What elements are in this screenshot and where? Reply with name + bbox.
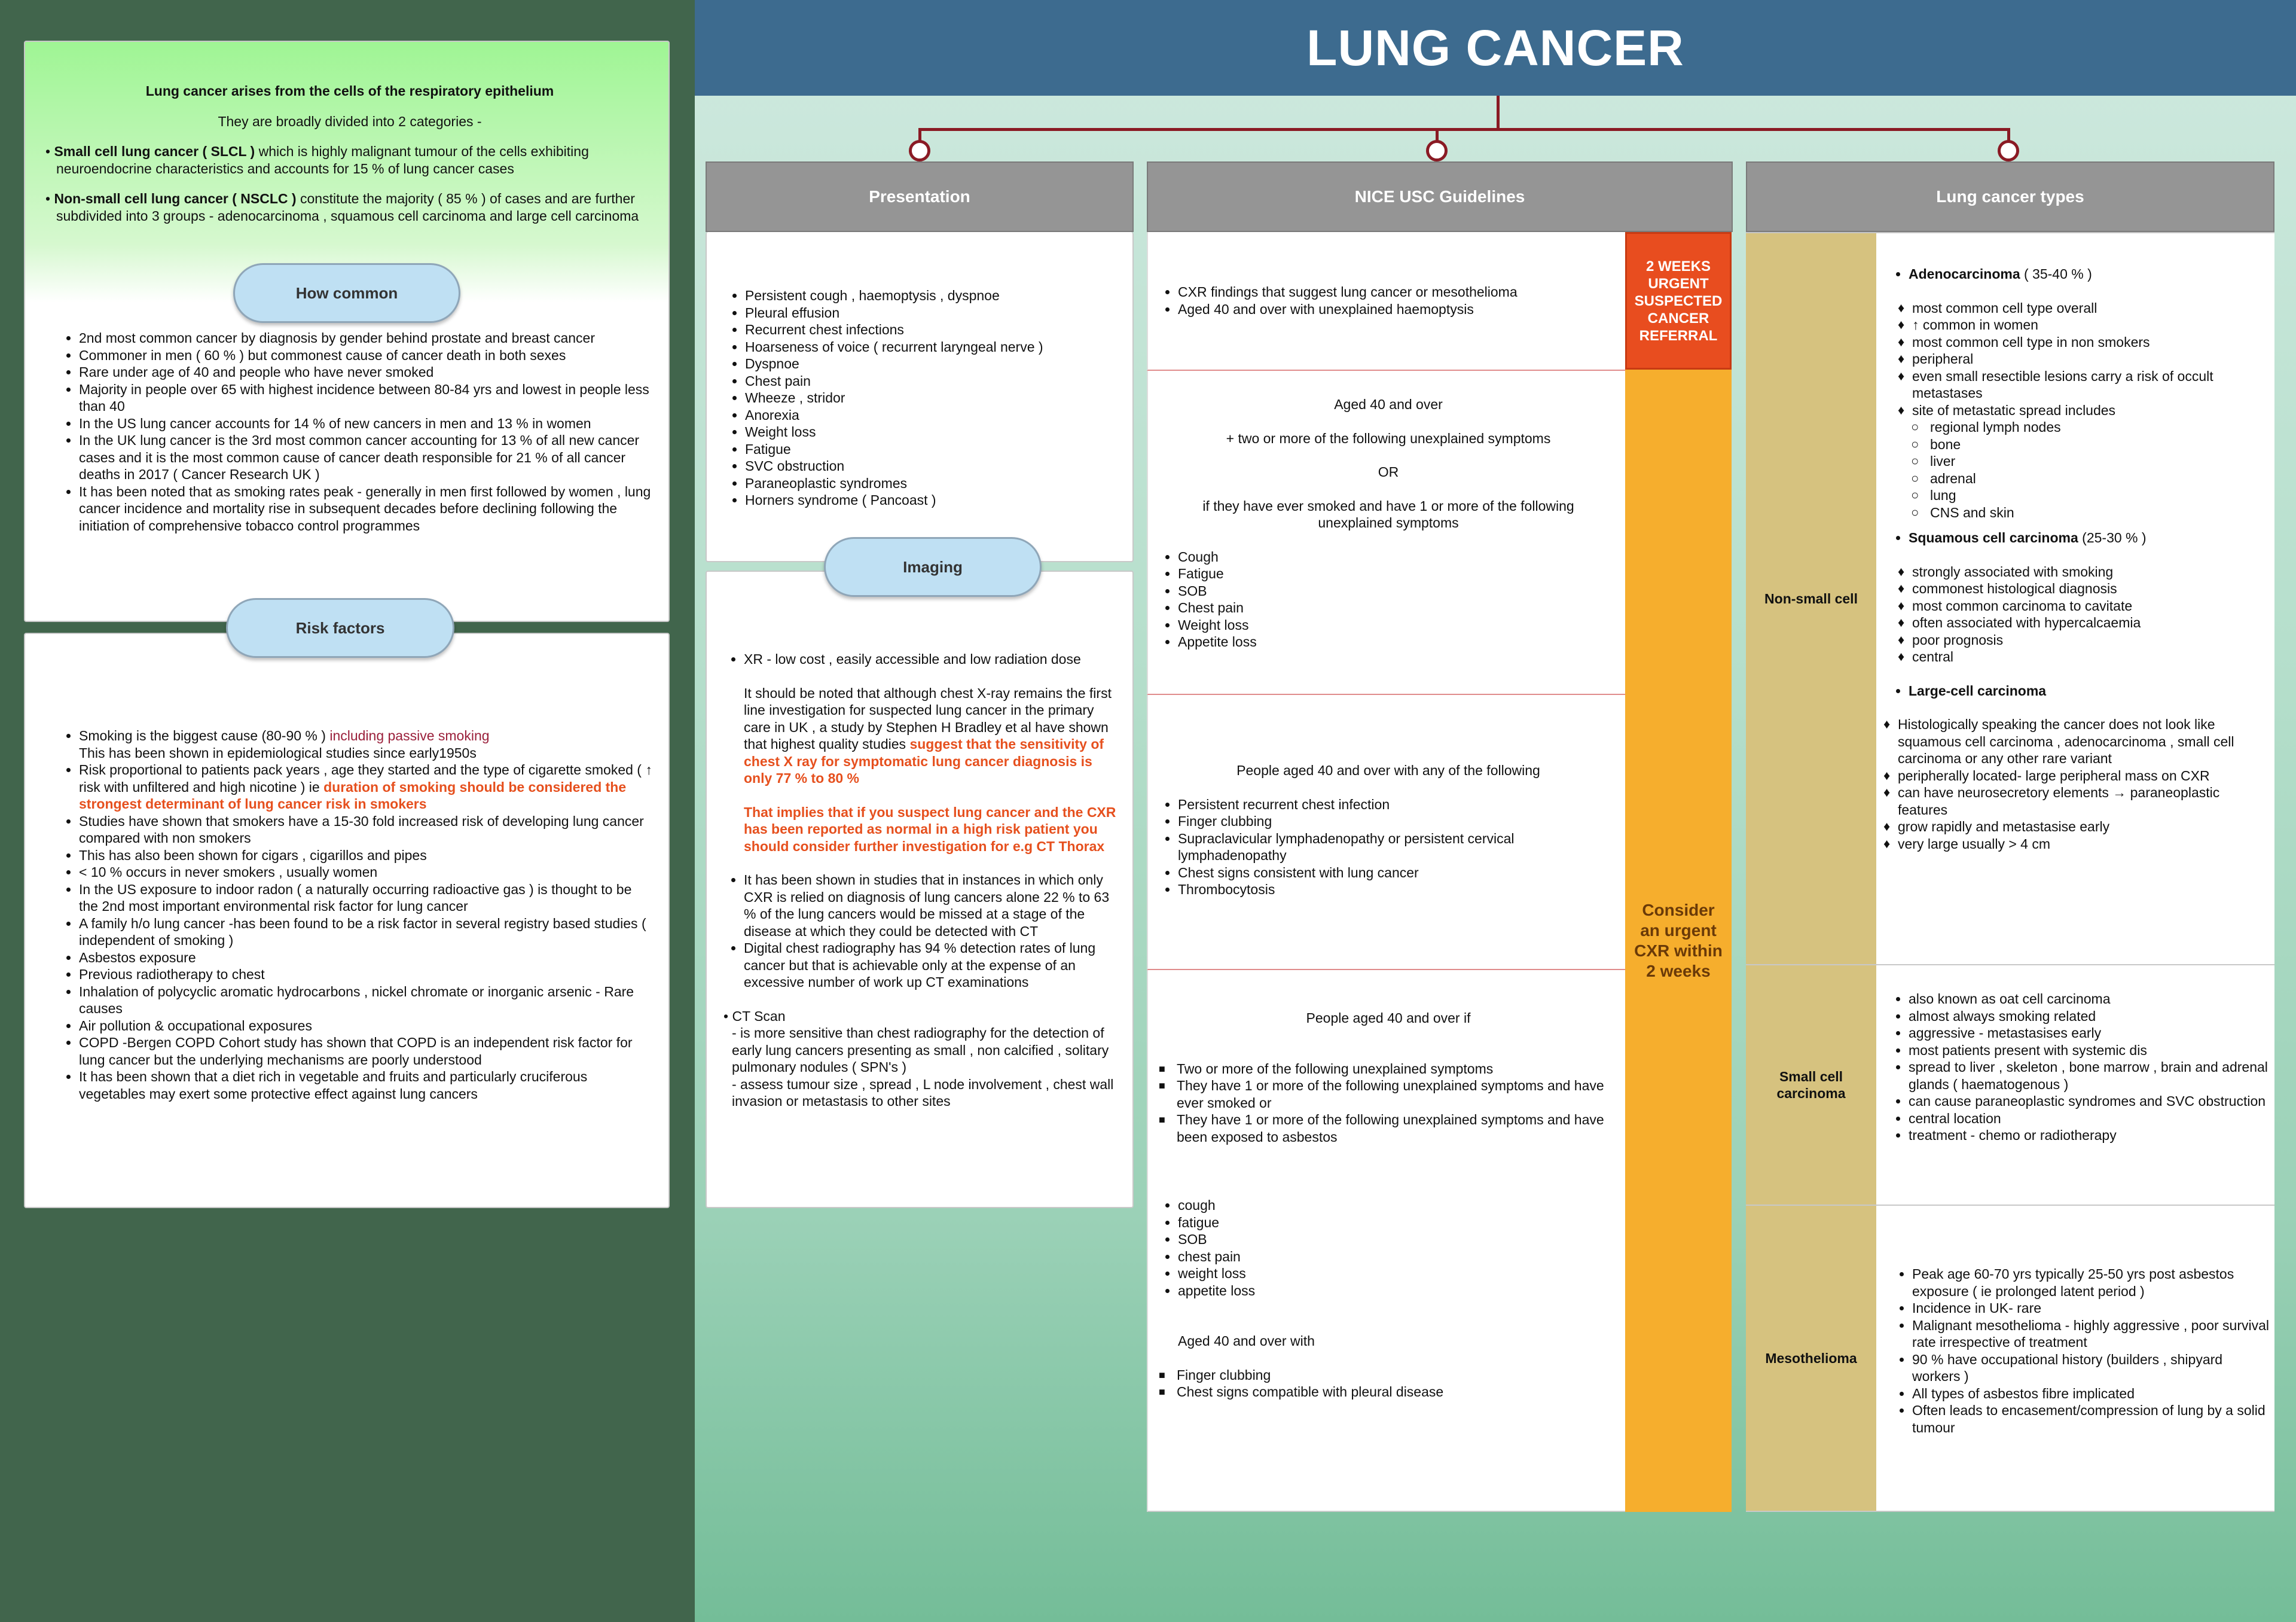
types-header: Lung cancer types xyxy=(1746,161,2274,232)
nice-row-2-l4: if they have ever smoked and have 1 or more of the following unexplained symptoms xyxy=(1202,498,1574,530)
ct-text-2: - assess tumour size , spread , L node involvement , chest wall invasion or metastasis to other sites xyxy=(732,1076,1114,1109)
list-item: ♦ strongly associated with smoking xyxy=(1912,563,2271,581)
list-item: ♦ most common cell type in non smokers xyxy=(1912,334,2271,351)
list-item: ■ They have 1 or more of the following unexplained symptoms and have ever smoked or xyxy=(1177,1077,1619,1111)
list-item: • Weight loss xyxy=(1178,617,1619,634)
list-item xyxy=(79,761,654,813)
small-cell-list xyxy=(1888,990,2271,1144)
connector-node-1 xyxy=(909,140,930,161)
list-item: • appetite loss xyxy=(1178,1282,1619,1300)
sclc-text: which is highly malignant tumour of the cells exhibiting neuroendocrine characteristics and accounts for 15 % of lung cancer cases xyxy=(56,144,589,176)
list-item: • SVC obstruction xyxy=(745,458,1126,475)
squamous-list xyxy=(1888,563,2271,666)
list-item: • chest pain xyxy=(1178,1248,1619,1266)
imaging-more-list xyxy=(719,871,1119,991)
adeno-title-text: Adenocarcinoma xyxy=(1909,266,2020,282)
sclc-label: Small cell lung cancer ( SLCL ) xyxy=(54,144,255,159)
nice-row-2-l3: OR xyxy=(1378,464,1399,480)
cxr-label: Consider an urgent CXR within 2 weeks xyxy=(1634,901,1723,980)
list-item: • SOB xyxy=(1178,583,1619,600)
list-item: • Digital chest radiography has 94 % detection rates of lung cancer but that is achievable only at the expense of an excessive number of work up CT examinations xyxy=(744,940,1119,991)
urgent-referral-label: 2 WEEKS URGENT SUSPECTED CANCER REFERRAL xyxy=(1634,258,1723,344)
list-item: • COPD -Bergen COPD Cohort study has shown that COPD is an independent risk factor for lung cancer but the underlying mechanisms are poorly understood xyxy=(79,1034,654,1068)
list-item: • aggressive - metastasises early xyxy=(1909,1025,2271,1042)
risk-factors-pill: Risk factors xyxy=(226,598,454,658)
nice-row-2-l2: + two or more of the following unexplained symptoms xyxy=(1226,430,1551,446)
list-item: • Asbestos exposure xyxy=(79,949,654,967)
adeno-list xyxy=(1888,300,2271,419)
squamous-pct: (25-30 % ) xyxy=(2078,530,2147,545)
list-item: • Often leads to encasement/compression of lung by a solid tumour xyxy=(1912,1402,2271,1436)
list-item: • This has also been shown for cigars , cigarillos and pipes xyxy=(79,847,654,864)
nice-row-4-conditions xyxy=(1158,1060,1619,1146)
list-item: ♦ most common carcinoma to cavitate xyxy=(1912,597,2271,615)
list-item: • 2nd most common cancer by diagnosis by gender behind prostate and breast cancer xyxy=(79,330,654,347)
mesothelioma-list xyxy=(1892,1266,2271,1436)
list-item: • 90 % have occupational history (builders , shipyard workers ) xyxy=(1912,1351,2271,1385)
xr-text: XR - low cost , easily accessible and low radiation dose xyxy=(744,651,1081,667)
list-item: • Studies have shown that smokers have a 15-30 fold increased risk of developing lung cancer compared with non smokers xyxy=(79,813,654,847)
list-item: • fatigue xyxy=(1178,1214,1619,1231)
list-item: • Persistent recurrent chest infection xyxy=(1178,796,1619,813)
nice-row-2-l1: Aged 40 and over xyxy=(1334,397,1443,412)
list-item: • Appetite loss xyxy=(1178,633,1619,651)
list-item: ♦ central xyxy=(1912,648,2271,666)
list-item: • also known as oat cell carcinoma xyxy=(1909,990,2271,1008)
list-item: • Chest pain xyxy=(1178,599,1619,617)
passive-smoking: including passive smoking xyxy=(329,728,490,743)
list-item: • Peak age 60-70 yrs typically 25-50 yrs post asbestos exposure ( ie prolonged latent period ) xyxy=(1912,1266,2271,1300)
connector-node-2 xyxy=(1426,140,1448,161)
list-item: • Chest signs consistent with lung cancer xyxy=(1178,864,1619,882)
list-item: • Fatigue xyxy=(1178,565,1619,583)
list-item: • Recurrent chest infections xyxy=(745,321,1126,339)
list-item: • treatment - chemo or radiotherapy xyxy=(1909,1127,2271,1144)
list-item: ♦ even small resectible lesions carry a risk of occult metastases xyxy=(1912,368,2271,402)
squamous-title xyxy=(1909,529,2271,547)
nice-row-4 xyxy=(1147,970,1625,1512)
connector-stem xyxy=(1497,96,1500,130)
list-item: • Previous radiotherapy to chest xyxy=(79,966,654,983)
intro-nsclc: • Non-small cell lung cancer ( NSCLC ) constitute the majority ( 85 % ) of cases and are further subdivided into 3 groups - adenocarcinoma , squamous cell carcinoma and large cell carcinoma xyxy=(45,191,639,224)
how-common-pill: How common xyxy=(233,263,460,323)
large-list xyxy=(1888,716,2271,852)
imaging-pill: Imaging xyxy=(824,537,1042,597)
list-item: • Rare under age of 40 and people who have never smoked xyxy=(79,364,654,381)
nice-row-3-l1: People aged 40 and over with any of the following xyxy=(1236,763,1540,778)
list-item: • Wheeze , stridor xyxy=(745,389,1126,407)
xr-implication: That implies that if you suspect lung cancer and the CXR has been reported as normal in a high risk patient you should consider further investigation for e.g CT Thorax xyxy=(744,804,1116,854)
presentation-card xyxy=(706,232,1134,562)
list-item: • It has been shown in studies that in instances in which only CXR is relied on diagnosis of lung cancers alone 22 % to 63 % of the lung cancers would be missed at a stage of the disease at which they could be detected with CT xyxy=(744,871,1119,940)
list-item: • CXR findings that suggest lung cancer or mesothelioma xyxy=(1178,283,1619,301)
list-item: ■ Chest signs compatible with pleural disease xyxy=(1177,1383,1619,1401)
large-title-text: Large-cell carcinoma xyxy=(1909,682,2047,699)
connector-node-3 xyxy=(1998,140,2019,161)
mesothelioma-details xyxy=(1876,1206,2274,1511)
intro-card xyxy=(24,41,670,622)
list-item: • Fatigue xyxy=(745,441,1126,458)
list-item: • Supraclavicular lymphadenopathy or persistent cervical lymphadenopathy xyxy=(1178,830,1619,864)
list-item: • Anorexia xyxy=(745,407,1126,424)
list-item: • cough xyxy=(1178,1197,1619,1214)
intro-sub: They are broadly divided into 2 categories - xyxy=(218,113,482,129)
list-item: • Horners syndrome ( Pancoast ) xyxy=(745,492,1126,509)
list-item: • spread to liver , skeleton , bone marrow , brain and adrenal glands ( haematogenous ) xyxy=(1909,1059,2271,1093)
squamous-title-list xyxy=(1888,529,2271,547)
list-item: • Malignant mesothelioma - highly aggressive , poor survival rate irrespective of treatment xyxy=(1912,1317,2271,1351)
non-small-cell-details xyxy=(1876,233,2274,964)
list-item: • central location xyxy=(1909,1110,2271,1127)
list-item: ♦ often associated with hypercalcaemia xyxy=(1912,614,2271,632)
nice-header: NICE USC Guidelines xyxy=(1147,161,1733,232)
small-cell-details xyxy=(1876,965,2274,1205)
xr-note-text: It should be noted that although chest X-ray remains the first line investigation for suspected lung cancer in the primary care in UK , a study by Stephen H Bradley et al have shown that highest quality studies xyxy=(744,685,1112,752)
ct-text: - is more sensitive than chest radiography for the detection of early lung cancers presenting as small , non calcified , solitary pulmonary nodules ( SPN's ) xyxy=(732,1025,1109,1075)
nice-row-4-signs xyxy=(1158,1367,1619,1401)
smoking-text: Smoking is the biggest cause (80-90 % ) xyxy=(79,728,330,743)
nice-row-2-list xyxy=(1158,548,1619,651)
list-item: ■ Two or more of the following unexplained symptoms xyxy=(1177,1060,1619,1078)
list-item: ♦ very large usually > 4 cm xyxy=(1898,836,2271,853)
list-item: ♦ Histologically speaking the cancer does not look like squamous cell carcinoma , adenocarcinoma , small cell carcinoma or any other rare variant xyxy=(1898,716,2271,767)
list-item: • Cough xyxy=(1178,548,1619,566)
list-item: • < 10 % occurs in never smokers , usually women xyxy=(79,864,654,881)
list-item: ○ liver xyxy=(1930,453,2271,470)
list-item: • Thrombocytosis xyxy=(1178,881,1619,898)
list-item: • Chest pain xyxy=(745,373,1126,390)
list-item: • weight loss xyxy=(1178,1265,1619,1282)
ct-section: • CT Scan - is more sensitive than chest radiography for the detection of early lung cancers presenting as small , non calcified , solitary pulmonary nodules ( SPN's ) - assess tumour size , spread , L node involvement , chest wall invasion or metastasis to other sites xyxy=(719,1008,1119,1110)
list-item: • Commoner in men ( 60 % ) but commonest cause of cancer death in both sexes xyxy=(79,347,654,364)
nice-row-2 xyxy=(1147,371,1625,695)
list-item: • SOB xyxy=(1178,1231,1619,1248)
pack-years-highlight: duration of smoking should be considered the strongest determinant of lung cancer risk in smokers xyxy=(79,779,627,812)
cxr-box xyxy=(1625,370,1732,1512)
pack-years-text: Risk proportional to patients pack years , age they started and the type of cigarette smoked ( ↑ risk with unfiltered and high nicotine ) ie xyxy=(79,762,652,795)
xr-note xyxy=(744,685,1119,787)
nice-row-3-list xyxy=(1158,796,1619,898)
list-item: • All types of asbestos fibre implicated xyxy=(1912,1385,2271,1403)
list-item: • Air pollution & occupational exposures xyxy=(79,1017,654,1035)
list-item: • Pleural effusion xyxy=(745,304,1126,322)
list-item xyxy=(79,727,654,761)
list-item: • In the US lung cancer accounts for 14 % of new cancers in men and 13 % in women xyxy=(79,415,654,432)
list-item: ♦ commonest histological diagnosis xyxy=(1912,580,2271,597)
list-item: • Incidence in UK- rare xyxy=(1912,1300,2271,1317)
type-label-non-small: Non-small cell xyxy=(1746,233,1876,964)
squamous-title-text: Squamous cell carcinoma xyxy=(1909,530,2078,545)
smoking-note: This has been shown in epidemiological studies since early1950s xyxy=(79,745,477,761)
adeno-pct: ( 35-40 % ) xyxy=(2020,266,2092,282)
list-item: ■ They have 1 or more of the following unexplained symptoms and have been exposed to asbestos xyxy=(1177,1111,1619,1145)
list-item: • A family h/o lung cancer -has been found to be a risk factor in several registry based studies ( independent of smoking ) xyxy=(79,915,654,949)
list-item: ♦ grow rapidly and metastasise early xyxy=(1898,818,2271,836)
page-title: LUNG CANCER xyxy=(1306,19,1684,76)
connector-bar xyxy=(918,128,2010,131)
list-item: • Aged 40 and over with unexplained haemoptysis xyxy=(1178,301,1619,318)
imaging-list xyxy=(719,651,1119,855)
list-item: ♦ most common cell type overall xyxy=(1912,300,2271,317)
list-item: ♦ poor prognosis xyxy=(1912,632,2271,649)
list-item: ○ bone xyxy=(1930,436,2271,453)
title-bar xyxy=(695,0,2296,96)
risk-factors-list xyxy=(45,727,654,1102)
presentation-list xyxy=(725,287,1126,509)
list-item: • most patients present with systemic dis xyxy=(1909,1042,2271,1059)
adeno-title xyxy=(1909,266,2271,283)
list-item: • Dyspnoe xyxy=(745,355,1126,373)
type-label-mesothelioma: Mesothelioma xyxy=(1746,1206,1876,1511)
ct-title: CT Scan xyxy=(732,1008,786,1024)
list-item: ○ adrenal xyxy=(1930,470,2271,487)
list-item: ♦ ↑ common in women xyxy=(1912,316,2271,334)
list-item: • almost always smoking related xyxy=(1909,1008,2271,1025)
intro-sclc: • Small cell lung cancer ( SLCL ) which is highly malignant tumour of the cells exhibiting neuroendocrine characteristics and accounts for 15 % of lung cancer cases xyxy=(45,144,589,176)
list-item: • Persistent cough , haemoptysis , dyspnoe xyxy=(745,287,1126,304)
intro-heading: Lung cancer arises from the cells of the respiratory epithelium xyxy=(145,83,554,99)
list-item: ♦ site of metastatic spread includes xyxy=(1912,402,2271,419)
large-title xyxy=(1909,682,2271,700)
risk-factors-card xyxy=(24,633,670,1208)
how-common-list xyxy=(45,330,654,534)
nsclc-label: Non-small cell lung cancer ( NSCLC ) xyxy=(54,191,297,206)
nsclc-text: constitute the majority ( 85 % ) of cases and are further subdivided into 3 groups - adenocarcinoma , squamous cell carcinoma and large cell carcinoma xyxy=(56,191,639,224)
list-item: • can cause paraneoplastic syndromes and SVC obstruction xyxy=(1909,1093,2271,1110)
list-item: • Finger clubbing xyxy=(1178,813,1619,830)
adeno-sites xyxy=(1888,419,2271,521)
list-item: ♦ peripherally located- large peripheral mass on CXR xyxy=(1898,767,2271,785)
list-item: • Weight loss xyxy=(745,423,1126,441)
list-item: • Inhalation of polycyclic aromatic hydrocarbons , nickel chromate or inorganic arsenic - Rare causes xyxy=(79,983,654,1017)
list-item: • It has been shown that a diet rich in vegetable and fruits and particularly cruciferous vegetables may exert some protective effect against lung cancers xyxy=(79,1068,654,1102)
adeno-title-list xyxy=(1888,266,2271,283)
xr-item xyxy=(744,651,1119,855)
nice-row-4-l2: Aged 40 and over with xyxy=(1178,1333,1315,1349)
large-title-list xyxy=(1888,682,2271,700)
urgent-referral-box xyxy=(1625,232,1732,370)
list-item: • Hoarseness of voice ( recurrent laryngeal nerve ) xyxy=(745,339,1126,356)
nice-row-3 xyxy=(1147,695,1625,970)
list-item: • It has been noted that as smoking rates peak - generally in men first followed by women , lung cancer incidence and mortality rise in subsequent decades before declining following the initiation of comprehensive tobacco control programmes xyxy=(79,483,654,535)
list-item: ♦ can have neurosecretory elements → paraneoplastic features xyxy=(1898,784,2271,818)
list-item: • In the US exposure to indoor radon ( a naturally occurring radioactive gas ) is thought to be the 2nd most important environmental risk factor for lung cancer xyxy=(79,881,654,915)
imaging-card xyxy=(706,571,1134,1208)
list-item: • Paraneoplastic syndromes xyxy=(745,475,1126,492)
list-item: ■ Finger clubbing xyxy=(1177,1367,1619,1384)
list-item: ○ regional lymph nodes xyxy=(1930,419,2271,436)
list-item: • Majority in people over 65 with highest incidence between 80-84 yrs and lowest in people less than 40 xyxy=(79,381,654,415)
list-item: • In the UK lung cancer is the 3rd most common cancer accounting for 13 % of all new cancer cases and it is the most common cause of cancer death responsible for 21 % of all cancer deaths in 2017 ( Cancer Research UK ) xyxy=(79,432,654,483)
nice-row-1 xyxy=(1147,232,1625,371)
xr-sensitivity: suggest that the sensitivity of chest X ray for symptomatic lung cancer diagnosis is only 77 % to 80 % xyxy=(744,736,1104,786)
nice-row-4-symptoms xyxy=(1158,1197,1619,1299)
type-label-small-cell: Small cell carcinoma xyxy=(1746,965,1876,1205)
presentation-header: Presentation xyxy=(706,161,1134,232)
list-item: ♦ peripheral xyxy=(1912,350,2271,368)
list-item: ○ CNS and skin xyxy=(1930,504,2271,522)
list-item: ○ lung xyxy=(1930,487,2271,504)
nice-row-4-l1: People aged 40 and over if xyxy=(1306,1010,1471,1026)
nice-row-1-list xyxy=(1158,283,1619,318)
